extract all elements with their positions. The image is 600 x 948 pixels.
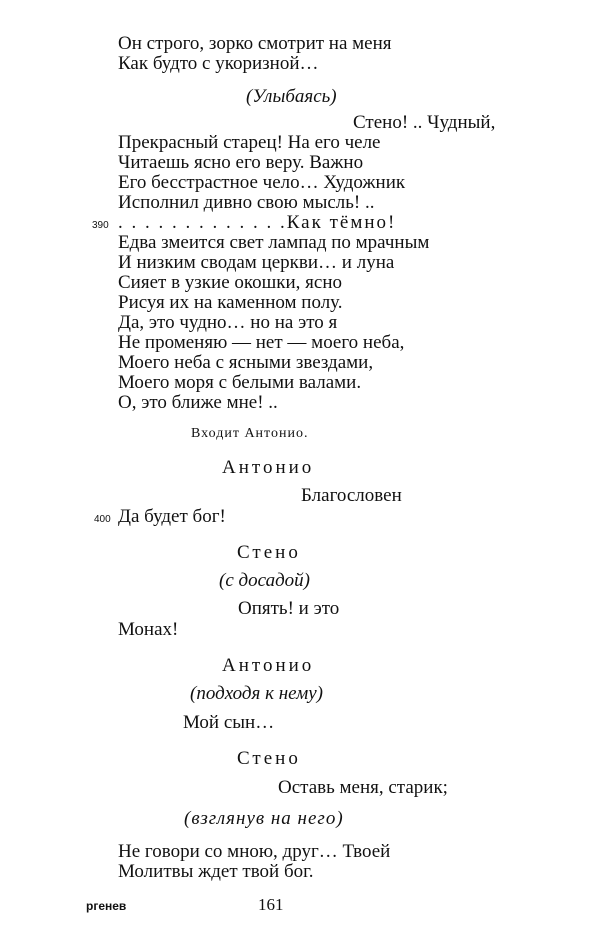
verse-line: Он строго, зорко смотрит на меня [118,33,392,54]
stage-direction: (взглянув на него) [184,808,344,829]
verse-line: И низким сводам церкви… и луна [118,252,395,273]
speaker-name: Стено [237,542,301,563]
verse-line: Прекрасный старец! На его челе [118,132,381,153]
verse-line: Не променяю — нет — моего неба, [118,332,405,353]
line-number: 400 [94,514,111,525]
line-number: 390 [92,220,109,231]
verse-line: Едва змеится свет лампад по мрачным [118,232,430,253]
speaker-name: Антонио [222,457,315,478]
verse-line: Оставь меня, старик; [278,777,448,798]
verse-line: Молитвы ждет твой бог. [118,861,314,882]
stage-direction: (Улыбаясь) [246,86,337,107]
stage-direction: (с досадой) [219,570,311,591]
verse-line: Да, это чудно… но на это я [118,312,338,333]
verse-line: Исполнил дивно свою мысль! .. [118,192,375,213]
verse-line: Монах! [118,619,179,640]
verse-line: Сияет в узкие окошки, ясно [118,272,343,293]
verse-line: Да будет бог! [118,506,226,527]
verse-line: Опять! и это [238,598,340,619]
verse-line: Мой сын… [183,712,275,733]
verse-line: Моего моря с белыми валами. [118,372,362,393]
verse-line: О, это ближе мне! .. [118,392,278,413]
verse-line: Не говори со мною, друг… Твоей [118,841,391,862]
speaker-name: Стено [237,748,301,769]
running-title: ргенев [86,899,127,913]
verse-line: Читаешь ясно его веру. Важно [118,152,364,173]
page-number: 161 [258,895,284,914]
verse-line: Стено! .. Чудный, [353,112,496,133]
verse-line: Моего неба с ясными звездами, [118,352,374,373]
verse-line: Его бесстрастное чело… Художник [118,172,406,193]
verse-line: . . . . . . . . . . . . .Как тёмно! [118,212,397,233]
verse-line: Благословен [301,485,402,506]
speaker-name: Антонио [222,655,315,676]
stage-direction: Входит Антонио. [191,426,309,441]
verse-line: Рисуя их на каменном полу. [118,292,343,313]
stage-direction: (подходя к нему) [190,683,323,704]
verse-line: Как будто с укоризной… [118,53,319,74]
